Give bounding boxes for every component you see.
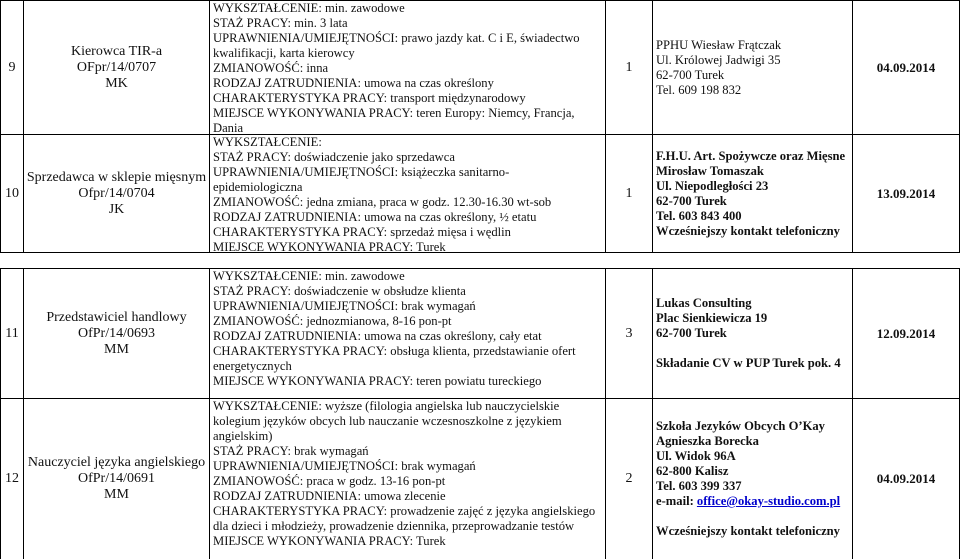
row-number-text: 11 (5, 325, 19, 341)
offer-date (853, 135, 959, 252)
req-line (213, 106, 605, 134)
offer-date-text: 04.09.2014 (876, 471, 936, 486)
offer-date-text: 12.09.2014 (876, 325, 936, 341)
req-label: ZMIANOWOŚĆ: (213, 195, 304, 209)
req-value: prowadzenie zajęć z języka angielskiego dla dzieci i młodzieży, prowadzenie dziennika, przeprowadzanie testów (213, 504, 596, 533)
req-label: ZMIANOWOŚĆ: (213, 61, 304, 75)
officer-initials: MK (105, 75, 128, 91)
req-label: CHARAKTERYSTYKA PRACY: (213, 225, 388, 239)
req-label: RODZAJ ZATRUDNIENIA: (213, 76, 361, 90)
req-label: RODZAJ ZATRUDNIENIA: (213, 210, 361, 224)
position-cell (24, 269, 209, 398)
employer-street: Plac Sienkiewicza 19 (656, 311, 768, 325)
vacancy-count (606, 269, 652, 398)
offer-code: OfPr/14/0693 (78, 325, 155, 341)
position-title: Nauczyciel języka angielskiego (27, 455, 206, 470)
req-value: umowa na czas określony, cały etat (360, 329, 542, 343)
req-label: WYKSZTAŁCENIE: (213, 269, 322, 283)
req-line (213, 210, 605, 225)
req-line (213, 240, 605, 252)
position-title: Kierowca TIR-a (70, 43, 163, 59)
req-line (213, 31, 605, 61)
vacancy-count (606, 399, 652, 559)
req-label: UPRAWNIENIA/UMIEJĘTNOŚCI: (213, 31, 399, 45)
req-value: umowa na czas określony (360, 76, 494, 90)
position-title: Sprzedawca w sklepie mięsnym (26, 169, 207, 185)
req-value: min. zawodowe (321, 1, 405, 15)
req-value: teren powiatu tureckiego (413, 374, 542, 388)
employer-email-line (656, 494, 852, 509)
officer-initials: MM (104, 341, 129, 357)
req-label: MIEJSCE WYKONYWANIA PRACY: (213, 374, 414, 388)
req-label: MIEJSCE WYKONYWANIA PRACY: (213, 106, 414, 120)
employer-note: Wcześniejszy kontakt telefoniczny (656, 223, 840, 238)
position-cell (24, 399, 209, 559)
req-value: Turek (413, 240, 446, 252)
offer-date (853, 1, 959, 134)
req-label: STAŻ PRACY: (213, 150, 291, 164)
req-label: UPRAWNIENIA/UMIEJĘTNOŚCI: (213, 165, 399, 179)
req-value: brak wymagań (398, 459, 476, 473)
req-line (213, 444, 605, 459)
position-cell (24, 135, 209, 252)
req-line (213, 76, 605, 91)
offer-date-text: 13.09.2014 (876, 185, 936, 201)
employer-name: Lukas Consulting (656, 296, 752, 310)
vacancy-count (606, 135, 652, 252)
req-line (213, 504, 605, 534)
employer-phone: Tel. 603 399 337 (656, 479, 742, 493)
req-label: WYKSZTAŁCENIE: (213, 135, 322, 149)
req-line (213, 329, 605, 344)
req-line (213, 16, 605, 31)
req-label: CHARAKTERYSTYKA PRACY: (213, 91, 388, 105)
email-label: e-mail: (656, 494, 697, 508)
req-line (213, 195, 605, 210)
vacancy-count-text: 1 (625, 185, 633, 201)
req-value: obsługa klienta, przedstawianie ofert energetycznych (213, 344, 576, 373)
employer-owner: Agnieszka Borecka (656, 434, 759, 448)
employer-phone: Tel. 609 198 832 (656, 82, 742, 97)
req-label: UPRAWNIENIA/UMIEJĘTNOŚCI: (213, 299, 399, 313)
req-line (213, 225, 605, 240)
offer-date-text: 04.09.2014 (876, 59, 936, 75)
req-line (213, 150, 605, 165)
req-line (213, 284, 605, 299)
req-label: MIEJSCE WYKONYWANIA PRACY: (213, 240, 414, 252)
req-value: inna (303, 61, 329, 75)
req-value: prawo jazdy kat. C i E, świadectwo kwalifikacji, karta kierowcy (213, 31, 580, 60)
employer-spacer (656, 509, 852, 524)
req-value: książeczka sanitarno-epidemiologiczna (213, 165, 510, 194)
req-label: STAŻ PRACY: (213, 284, 291, 298)
req-label: CHARAKTERYSTYKA PRACY: (213, 504, 388, 518)
req-value: transport międzynarodowy (387, 91, 526, 105)
row-number-text: 9 (8, 59, 16, 75)
employer-city: 62-700 Turek (656, 67, 725, 82)
req-label: CHARAKTERYSTYKA PRACY: (213, 344, 388, 358)
employer-city: 62-700 Turek (656, 326, 727, 340)
officer-initials: MM (104, 487, 129, 502)
offer-code: OFpr/14/0707 (76, 59, 157, 75)
req-value: min. 3 lata (290, 16, 348, 30)
req-line (213, 314, 605, 329)
row-number (1, 269, 23, 398)
row-number-text: 12 (5, 471, 19, 486)
employer-city: 62-700 Turek (656, 193, 727, 208)
req-value: doświadczenie jako sprzedawca (290, 150, 455, 164)
offer-date (853, 269, 959, 398)
employer-name: F.H.U. Art. Spożywcze oraz Mięsne (656, 148, 846, 163)
employer-cell (653, 399, 852, 559)
req-label: ZMIANOWOŚĆ: (213, 314, 304, 328)
req-value: wyższe (filologia angielska lub nauczycielskie kolegium języków obcych lub nauczanie wczesnoszkolne z językiem angielskim) (213, 399, 562, 443)
req-line (213, 135, 605, 150)
employer-phone: Tel. 603 843 400 (656, 208, 742, 223)
req-line (213, 489, 605, 504)
req-value: brak wymagań (398, 299, 476, 313)
req-label: WYKSZTAŁCENIE: (213, 399, 322, 413)
req-value: umowa zlecenie (360, 489, 446, 503)
req-label: ZMIANOWOŚĆ: (213, 474, 304, 488)
employer-city: 62-800 Kalisz (656, 464, 729, 478)
req-line (213, 399, 585, 444)
requirements-cell (210, 269, 605, 398)
employer-cell (653, 269, 852, 398)
req-line (213, 165, 558, 195)
row-number (1, 399, 23, 559)
requirements-cell (210, 135, 605, 252)
req-label: WYKSZTAŁCENIE: (213, 1, 322, 15)
requirements-cell (210, 1, 605, 134)
req-value: doświadczenie w obsłudze klienta (290, 284, 466, 298)
req-value: umowa na czas określony, ½ etatu (360, 210, 537, 224)
req-line (213, 344, 605, 374)
req-value: praca w godz. 13-16 pon-pt (303, 474, 446, 488)
req-line (213, 269, 605, 284)
vacancy-count-text: 3 (625, 325, 633, 341)
req-label: STAŻ PRACY: (213, 444, 291, 458)
offer-code: OfPr/14/0691 (78, 471, 155, 486)
req-line (213, 534, 605, 549)
req-line (213, 299, 605, 314)
employer-street: Ul. Królowej Jadwigi 35 (656, 52, 781, 67)
row-number (1, 1, 23, 134)
employer-name: PPHU Wiesław Frątczak (656, 37, 782, 52)
requirements-cell (210, 399, 605, 559)
req-label: RODZAJ ZATRUDNIENIA: (213, 489, 361, 503)
employer-note: Wcześniejszy kontakt telefoniczny (656, 524, 840, 538)
vacancy-count (606, 1, 652, 134)
req-value: brak wymagań (290, 444, 369, 458)
position-cell (24, 1, 209, 134)
position-title: Przedstawiciel handlowy (46, 309, 187, 325)
employer-spacer (656, 341, 852, 356)
row-number (1, 135, 23, 252)
req-value: jedna zmiana, praca w godz. 12.30-16.30 wt-sob (303, 195, 552, 209)
req-label: UPRAWNIENIA/UMIEJĘTNOŚCI: (213, 459, 399, 473)
req-value: Turek (413, 534, 446, 548)
req-value: teren Europy: Niemcy, Francja, Dania (213, 106, 575, 134)
employer-street: Ul. Widok 96A (656, 449, 736, 463)
offer-date (853, 399, 959, 559)
req-value: min. zawodowe (321, 269, 405, 283)
vacancy-count-text: 2 (625, 471, 633, 486)
req-label: MIEJSCE WYKONYWANIA PRACY: (213, 534, 414, 548)
req-value: jednozmianowa, 8-16 pon-pt (303, 314, 452, 328)
req-value: sprzedaż mięsa i wędlin (387, 225, 511, 239)
table-border (0, 252, 960, 253)
req-label: STAŻ PRACY: (213, 16, 291, 30)
req-line (213, 1, 605, 16)
email-link[interactable]: office@okay-studio.com.pl (696, 494, 841, 508)
row-number-text: 10 (5, 185, 19, 201)
req-line (213, 474, 605, 489)
req-line (213, 61, 605, 76)
req-line (213, 374, 605, 389)
employer-cell (653, 1, 852, 134)
employer-cell (653, 135, 852, 252)
offer-code: Ofpr/14/0704 (78, 185, 155, 201)
employer-note: Składanie CV w PUP Turek pok. 4 (656, 356, 841, 370)
vacancy-count-text: 1 (625, 59, 633, 75)
req-line (213, 91, 605, 106)
employer-street: Ul. Niepodległości 23 (656, 178, 769, 193)
req-line (213, 459, 605, 474)
officer-initials: JK (108, 201, 125, 217)
req-label: RODZAJ ZATRUDNIENIA: (213, 329, 361, 343)
employer-owner: Mirosław Tomaszak (656, 163, 764, 178)
employer-name: Szkoła Jezyków Obcych O’Kay (656, 419, 825, 433)
